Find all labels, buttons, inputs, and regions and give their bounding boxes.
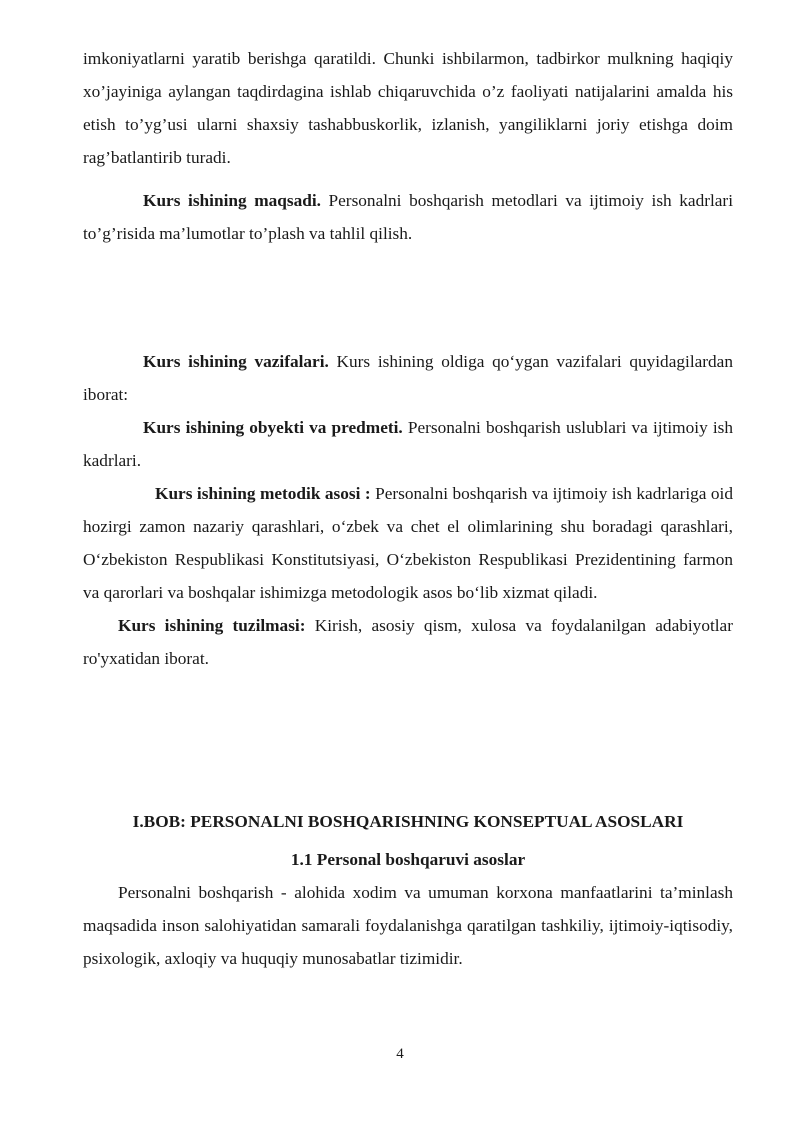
goal-paragraph [83, 184, 733, 250]
document-page [83, 42, 733, 975]
goal-label: Kurs ishining maqsadi. [143, 191, 321, 210]
method-paragraph [83, 477, 733, 609]
structure-text: Kirish, asosiy qism, xulosa va foydalanilgan adabiyotlar ro'yxatidan iborat. [83, 616, 733, 668]
goal-text: Personalni boshqarish metodlari va ijtimoiy ish kadrlari to’g’risida ma’lumotlar to’plash va tahlil qilish. [83, 191, 733, 243]
section-paragraph: Personalni boshqarish - alohida xodim va umuman korxona manfaatlarini ta’minlash maqsadida inson salohiyatidan samarali foydalanishga qaratilgan tashkiliy, ijtimoiy-iqtisodiy, psixologik, axloqiy va huquqiy munosabatlar tizimidir. [83, 883, 733, 968]
object-paragraph [83, 411, 733, 477]
tasks-paragraph [83, 345, 733, 411]
tasks-label: Kurs ishining vazifalari. [143, 352, 329, 371]
chapter-title: I.BOB: PERSONALNI BOSHQARISHNING KONSEPTUAL ASOSLARI [132, 812, 684, 831]
method-label: Kurs ishining metodik asosi : [155, 484, 371, 503]
method-text: Personalni boshqarish va ijtimoiy ish kadrlariga oid hozirgi zamon nazariy qarashlari, o‘zbek va chet el olimlarining shu boradagi qarashlari, O‘zbekiston Respublikasi Konstitutsiyasi, O‘zbekiston Respublikasi Prezidentining farmon va qarorlari va boshqalar ishimizga metodologik asos bo‘lib xizmat qiladi. [83, 484, 733, 602]
intro-paragraph: imkoniyatlarni yaratib berishga qaratildi. Chunki ishbilarmon, tadbirkor mulkning haqiqiy xo’jayiniga aylangan taqdirdagina ishlab chiqaruvchida o’z faoliyati natijalarini amalda his etish to’yg’usi ularni shaxsiy tashabbuskorlik, izlanish, yangiliklarni joriy etishga doim rag’batlantirib turadi. [83, 49, 733, 167]
section-title: 1.1 Personal boshqaruvi asoslar [290, 850, 526, 869]
object-label: Kurs ishining obyekti va predmeti. [143, 418, 403, 437]
page-number: 4 [396, 1046, 404, 1062]
structure-label: Kurs ishining tuzilmasi: [118, 616, 306, 635]
object-text: Personalni boshqarish uslublari va ijtimoiy ish kadrlari. [83, 418, 733, 470]
structure-paragraph [83, 609, 733, 675]
tasks-text: Kurs ishining oldiga qo‘ygan vazifalari quyidagilardan iborat: [83, 352, 733, 404]
